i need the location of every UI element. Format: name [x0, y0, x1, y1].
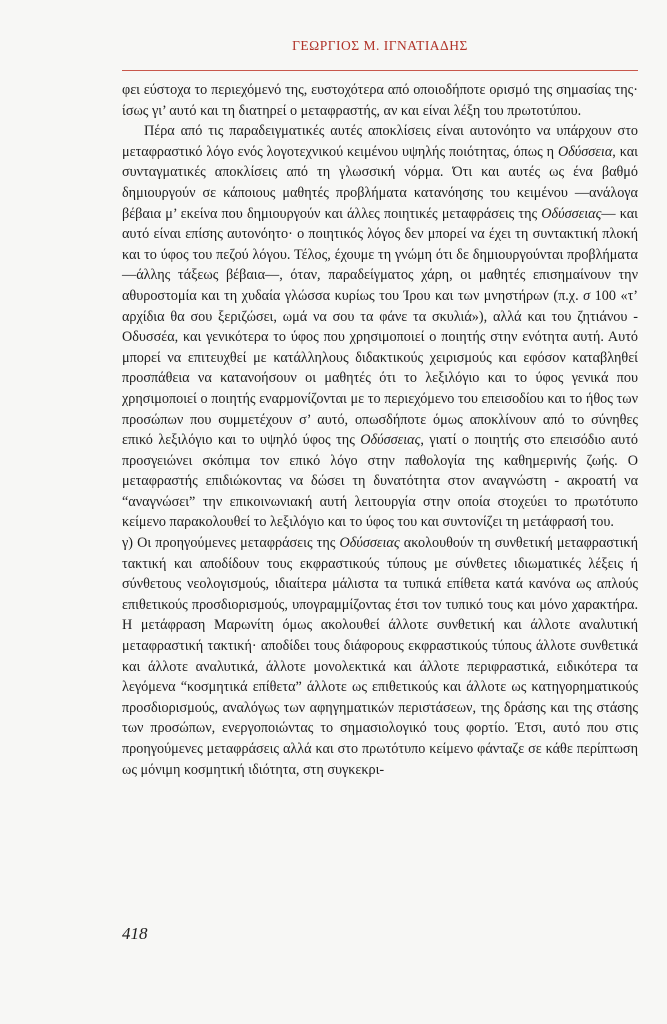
paragraph-2 — [122, 121, 638, 533]
italic-run: Οδύσσειας — [541, 205, 602, 222]
body-text — [122, 80, 638, 780]
italic-run: Οδύσσεια — [557, 143, 613, 160]
text-run: Πέρα από τις παραδειγματικές αυτές αποκλίσεις είναι αυτονόητο να υπάρχουν στο μεταφραστικό λόγο ενός λογοτεχνικού κειμένου υψηλής ποιότητας, όπως η — [122, 123, 638, 160]
text-run: 100 «τ’ αρχίδια θα σου ξεριζώσει, ωμά να σου τα φάνε τα σκυλιά»), αλλά και του ζητιάνου - Οδυσσέα, και γενικότερα το ύφος που χρησιμοποιεί ο ποιητής στην ενότητα αυτή. Αυτό μπορεί να επιτευχθεί με κατάλληλους διδακτικούς χειρισμούς και εφόσον καταβληθεί προσπάθεια να κατανοήσουν οι μαθητές ότι το λεξιλόγιο και το ύφος γενικά που χρησιμοποιεί ο ποιητής εναρμονίζονται με το περιεχόμενο του επεισοδίου και το ήθος των προσώπων που συμμετέχουν σ’ αυτό, οπωσδήποτε όμως αποκλίνουν από το σύνηθες επικό λεξιλόγιο και το υψηλό ύφος της — [122, 287, 638, 449]
italic-run: σ — [583, 287, 591, 304]
text-run: — και αυτό είναι επίσης αυτονόητο· ο ποιητικός λόγος δεν μπορεί να έχει τη συντακτική πλοκή και το ύφος του πεζού λόγου. Τέλος, έχουμε τη γνώμη ότι δε δημιουργούνται προβλήματα —άλλης τάξεως βέβαια—, όταν, παραδείγματος χάρη, οι μαθητές επισημαίνουν την αθυροστομία και τη χυδαία γλώσσα κυρίως του Ίρου και των μνηστήρων (π.χ. — [122, 205, 638, 304]
italic-run: Οδύσσειας — [339, 535, 400, 552]
text-run: , και συνταγματικές αποκλίσεις από τη γλωσσική νόρμα. Ότι και αυτές ως ένα βαθμό δημιουργούν σε κάποιους μαθητές προβλήματα κατανόησης του κειμένου —ανάλογα βέβαια μ’ εκείνα που δημιουργούν και άλλες ποιητικές μεταφράσεις της — [122, 143, 638, 222]
header-rule — [122, 70, 638, 71]
running-head: ΓΕΩΡΓΙΟΣ Μ. ΙΓΝΑΤΙΑΔΗΣ — [292, 38, 468, 53]
text-run: ακολουθούν τη συνθετική μεταφραστική τακτική και αποδίδουν τους εκφραστικούς τύπους με σύνθετες ιδιωματικές λέξεις ή σύνθετους νεολογισμούς, ιδιαίτερα μάλιστα τα τυπικά επίθετα κατά κανόνα ως απλούς επιθετικούς προσδιορισμούς, υπογραμμίζοντας έτσι τον τυπικό τους και μόνο χαρακτήρα. Η μετάφραση Μαρωνίτη όμως ακολουθεί άλλοτε συνθετική και άλλοτε αναλυτική μεταφραστική τακτική· αποδίδει τους διάφορους εκφραστικούς τύπους άλλοτε συνθετικά και άλλοτε αναλυτικά, άλλοτε μονολεκτικά και άλλοτε περιφραστικά, ειδικότερα τα λεγόμενα “κοσμητικά επίθετα” άλλοτε ως επιθετικούς και άλλοτε ως κατηγορηματικούς προσδιορισμούς, αναλόγως των αφηγηματικών περιστάσεων, της δράσης και της στάσης των προσώπων, ενεργοποιώντας το σημασιολογικό τους φορτίο. Έτσι, αυτό που στις προηγούμενες μεταφράσεις αλλά και στο πρωτότυπο κείμενο φάνταζε σε κάθε περίπτωση ως μόνιμη κοσμητική ιδιότητα, στη συγκεκρι- — [122, 535, 639, 778]
paragraph-3 — [122, 533, 638, 780]
text-run: γ) Οι προηγούμενες μεταφράσεις της — [122, 535, 340, 552]
paragraph-1: φει εύστοχα το περιεχόμενό της, ευστοχότερα από οποιοδήποτε ορισμό της σημασίας της· ίσως γι’ αυτό και τη διατηρεί ο μεταφραστής, αν και είναι λέξη του πρωτοτύπου. — [122, 82, 638, 119]
text-run: , γιατί ο ποιητής στο επεισόδιο αυτό προσγειώνει σκόπιμα τον επικό λόγο στην παθολογία της καθημερινής ζωής. Ο μεταφραστής επιδιώκοντας να δώσει τη δυνατότητα στον αναγνώστη - ακροατή να “αναγνώσει” την επικοινωνιακή αυτή λειτουργία στην οποία στοχεύει το πρωτότυπο κείμενο παρακολουθεί το λεξιλόγιο και το ύφος του και συντονίζει τη μετάφρασή του. — [122, 432, 638, 531]
italic-run: Οδύσσειας — [360, 432, 421, 449]
page-number: 418 — [122, 924, 148, 943]
